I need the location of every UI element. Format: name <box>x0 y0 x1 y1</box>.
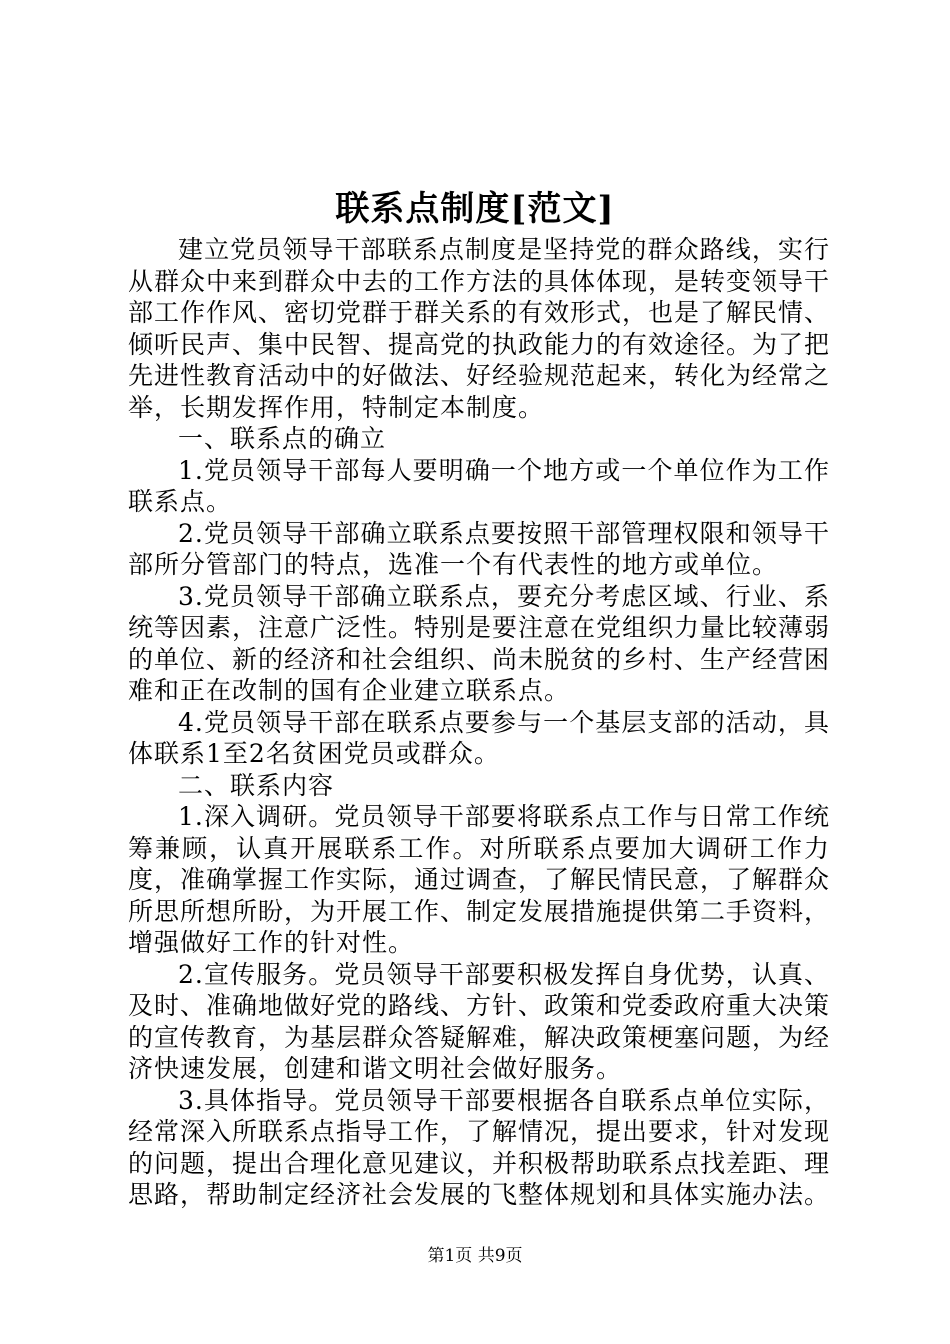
list-item: 1.党员领导干部每人要明确一个地方或一个单位作为工作联系点。 <box>128 455 830 516</box>
intro-paragraph: 建立党员领导干部联系点制度是坚持党的群众路线，实行从群众中来到群众中去的工作方法的具体体现，是转变领导干部工作作风、密切党群于群关系的有效形式，也是了解民情、倾听民声、集中民智、提高党的执政能力的有效途径。为了把先进性教育活动中的好做法、好经验规范起来，转化为经常之举，长期发挥作用，特制定本制度。 <box>128 235 831 422</box>
list-item: 4.党员领导干部在联系点要参与一个基层支部的活动，具体联系1至2名贫困党员或群众。 <box>128 707 830 768</box>
section-heading-2: 二、联系内容 <box>178 770 335 800</box>
list-item: 1.深入调研。党员领导干部要将联系点工作与日常工作统筹兼顾，认真开展联系工作。对所联系点要加大调研工作力度，准确掌握工作实际，通过调查，了解民情民意，了解群众所思所想所盼，为开展工作、制定发展措施提供第二手资料，增强做好工作的针对性。 <box>128 802 831 957</box>
list-item: 3.党员领导干部确立联系点，要充分考虑区域、行业、系统等因素，注意广泛性。特别是要注意在党组织力量比较薄弱的单位、新的经济和社会组织、尚未脱贫的乡村、生产经营困难和正在改制的国有企业建立联系点。 <box>128 581 831 705</box>
list-item: 2.宣传服务。党员领导干部要积极发挥自身优势，认真、及时、准确地做好党的路线、方针、政策和党委政府重大决策的宣传教育，为基层群众答疑解难，解决政策梗塞问题，为经济快速发展，创建和谐文明社会做好服务。 <box>128 959 831 1083</box>
list-item: 2.党员领导干部确立联系点要按照干部管理权限和领导干部所分管部门的特点，选准一个有代表性的地方或单位。 <box>128 518 830 579</box>
section-heading-1: 一、联系点的确立 <box>178 424 387 453</box>
list-item: 3.具体指导。党员领导干部要根据各自联系点单位实际，经常深入所联系点指导工作，了解情况，提出要求，针对发现的问题，提出合理化意见建议，并积极帮助联系点找差距、理思路，帮助制定经济社会发展的飞整体规划和具体实施办法。 <box>128 1085 831 1209</box>
page-footer: 第1页 共9页 <box>427 1246 523 1266</box>
document-body <box>128 234 830 1211</box>
document-title: 联系点制度[范文] <box>335 189 615 229</box>
